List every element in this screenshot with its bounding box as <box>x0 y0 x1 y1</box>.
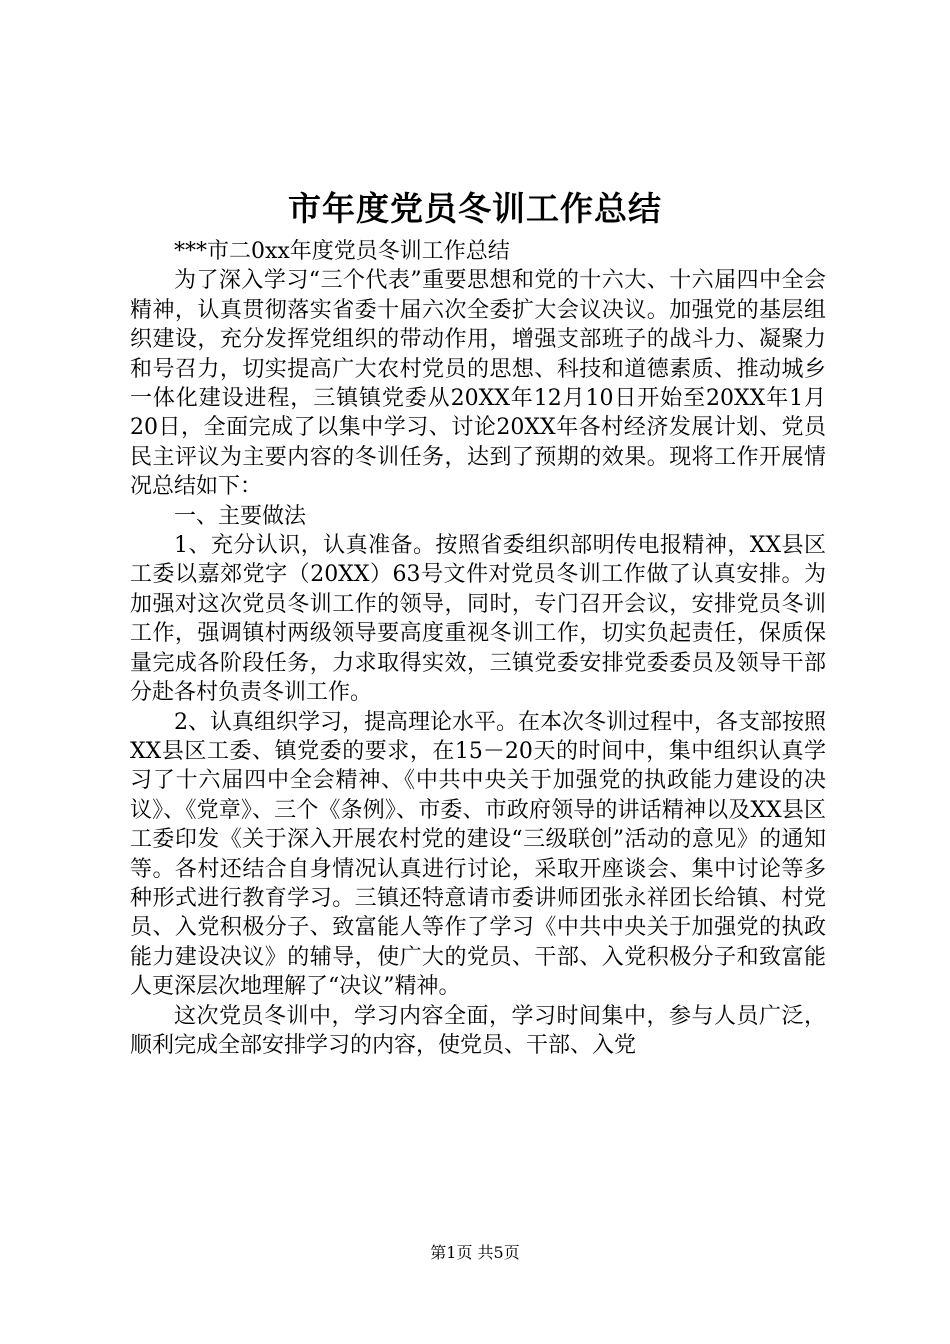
section-heading-main-methods: 一、主要做法 <box>174 503 307 529</box>
page-number-footer: 第1页 共5页 <box>430 1243 520 1262</box>
document-title: 市年度党员冬训工作总结 <box>288 189 662 228</box>
paragraph-item-1: 1、充分认识，认真准备。按照省委组织部明传电报精神，XX县区工委以嘉郊党字（20XX）63号文件对党员冬训工作做了认真安排。为加强对这次党员冬训工作的领导，同时，专门召开会议，安排党员冬训工作，强调镇村两级领导要高度重视冬训工作，切实负起责任，保质保量完成各阶段任务，力求取得实效，三镇党委安排党委委员及领导干部分赴各村负责冬训工作。 <box>130 533 826 706</box>
document-body <box>130 237 826 1060</box>
paragraph-summary: 这次党员冬训中，学习内容全面，学习时间集中，参与人员广泛，顺利完成全部安排学习的内容，使党员、干部、入党 <box>130 1003 826 1058</box>
paragraph-item-2: 2、认真组织学习，提高理论水平。在本次冬训过程中，各支部按照XX县区工委、镇党委的要求，在15－20天的时间中，集中组织认真学习了十六届四中全会精神、《中共中央关于加强党的执政能力建设的决议》、《党章》、三个《条例》、市委、市政府领导的讲话精神以及XX县区工委印发《关于深入开展农村党的建设“三级联创”活动的意见》的通知等。各村还结合自身情况认真进行讨论，采取开座谈会、集中讨论等多种形式进行教育学习。三镇还特意请市委讲师团张永祥团长给镇、村党员、入党积极分子、致富能人等作了学习《中共中央关于加强党的执政能力建设决议》的辅导，使广大的党员、干部、入党积极分子和致富能人更深层次地理解了“决议”精神。 <box>130 709 826 1000</box>
document-subtitle: ***市二0xx年度党员冬训工作总结 <box>174 239 510 264</box>
paragraph-intro: 为了深入学习“三个代表”重要思想和党的十六大、十六届四中全会精神，认真贯彻落实省委十届六次全委扩大会议决议。加强党的基层组织建设，充分发挥党组织的带动作用，增强支部班子的战斗力、凝聚力和号召力，切实提高广大农村党员的思想、科技和道德素质、推动城乡一体化建设进程，三镇镇党委从20XX年12月10日开始至20XX年1月20日，全面完成了以集中学习、讨论20XX年各村经济发展计划、党员民主评议为主要内容的冬训任务，达到了预期的效果。现将工作开展情况总结如下： <box>130 268 826 500</box>
